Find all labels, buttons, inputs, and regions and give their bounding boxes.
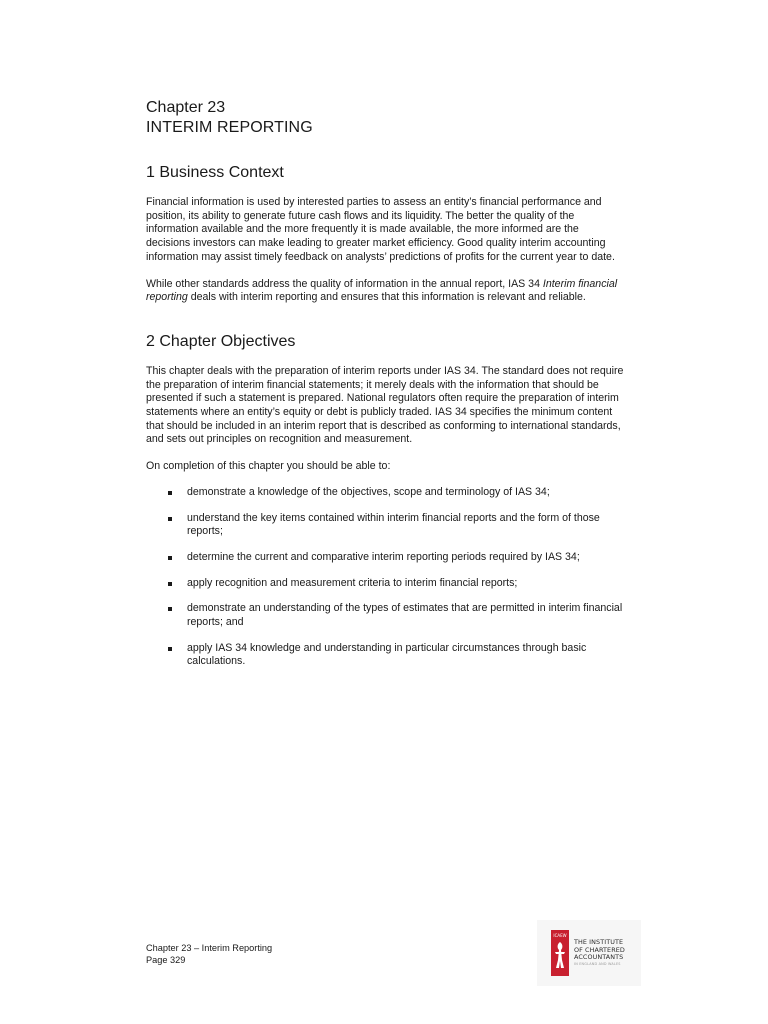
logo-line-2: OF CHARTERED xyxy=(574,945,625,954)
objective-text: demonstrate a knowledge of the objectives, scope and terminology of IAS 34; xyxy=(187,485,550,498)
objective-item xyxy=(146,512,624,539)
objective-item xyxy=(146,602,624,629)
section-heading-business-context: 1 Business Context xyxy=(146,164,284,181)
business-context-paragraph-2 xyxy=(146,278,624,305)
objectives-list xyxy=(146,486,624,669)
bullet-icon xyxy=(168,647,172,651)
icaew-logo xyxy=(537,920,641,986)
bullet-icon xyxy=(168,607,172,611)
objective-text: demonstrate an understanding of the types of estimates that are permitted in interim financial reports; and xyxy=(187,602,623,629)
logo-line-4: IN ENGLAND AND WALES xyxy=(574,961,621,966)
logo-line-3: ACCOUNTANTS xyxy=(574,953,624,962)
objective-text: understand the key items contained within interim financial reports and the form of those reports; xyxy=(187,511,600,538)
objective-item xyxy=(146,642,624,669)
icaew-emblem-icon xyxy=(551,930,569,976)
business-context-paragraph-1: Financial information is used by interested parties to assess an entity’s financial performance and position, its ability to generate future cash flows and its liquidity. The better the quality of the information available and the more frequently it is made available, the more informed are the decisions investors can make leading to greater market efficiency. Good quality interim accounting information may assist timely feedback on analysts’ predictions of profits for the current year to date. xyxy=(146,196,615,263)
chapter-number: Chapter 23 xyxy=(146,99,226,116)
bullet-icon xyxy=(168,556,172,560)
bullet-icon xyxy=(168,582,172,586)
logo-wordmark xyxy=(574,939,625,967)
bullet-icon xyxy=(168,517,172,521)
objective-item xyxy=(146,577,624,591)
footer-chapter-line: Chapter 23 – Interim Reporting xyxy=(146,943,273,953)
objective-item xyxy=(146,551,624,565)
standard-title-italic: Interim financial reporting xyxy=(146,277,618,304)
paragraph-text: While other standards address the quality of information in the annual report, IAS 34 xyxy=(146,277,543,290)
objective-text: apply recognition and measurement criteria to interim financial reports; xyxy=(187,576,518,589)
objectives-intro: On completion of this chapter you should be able to: xyxy=(146,460,391,473)
chapter-objectives-paragraph: This chapter deals with the preparation of interim reports under IAS 34. The standard does not require the preparation of interim financial statements; it merely deals with the information that should be presented if such a statement is prepared. National regulators often require the preparation of interim statements where an entity’s equity or debt is publicly traded. IAS 34 specifies the minimum content that should be included in an interim report that is described as conforming to international standards, and sets out principles on recognition and measurement. xyxy=(146,364,624,446)
footer-page-number: Page 329 xyxy=(146,954,186,965)
section-heading-chapter-objectives: 2 Chapter Objectives xyxy=(146,332,296,350)
emblem-label: ICAEW xyxy=(553,933,567,938)
page-content xyxy=(146,98,624,681)
objective-text: apply IAS 34 knowledge and understanding in particular circumstances through basic calculations. xyxy=(187,641,587,668)
logo-line-1: THE INSTITUTE xyxy=(574,938,624,947)
chapter-title: INTERIM REPORTING xyxy=(146,119,313,136)
objective-item xyxy=(146,486,624,500)
page-footer xyxy=(146,943,272,966)
objective-text: determine the current and comparative interim reporting periods required by IAS 34; xyxy=(187,550,580,563)
bullet-icon xyxy=(168,491,172,495)
paragraph-text: deals with interim reporting and ensures that this information is relevant and reliable. xyxy=(187,291,586,304)
